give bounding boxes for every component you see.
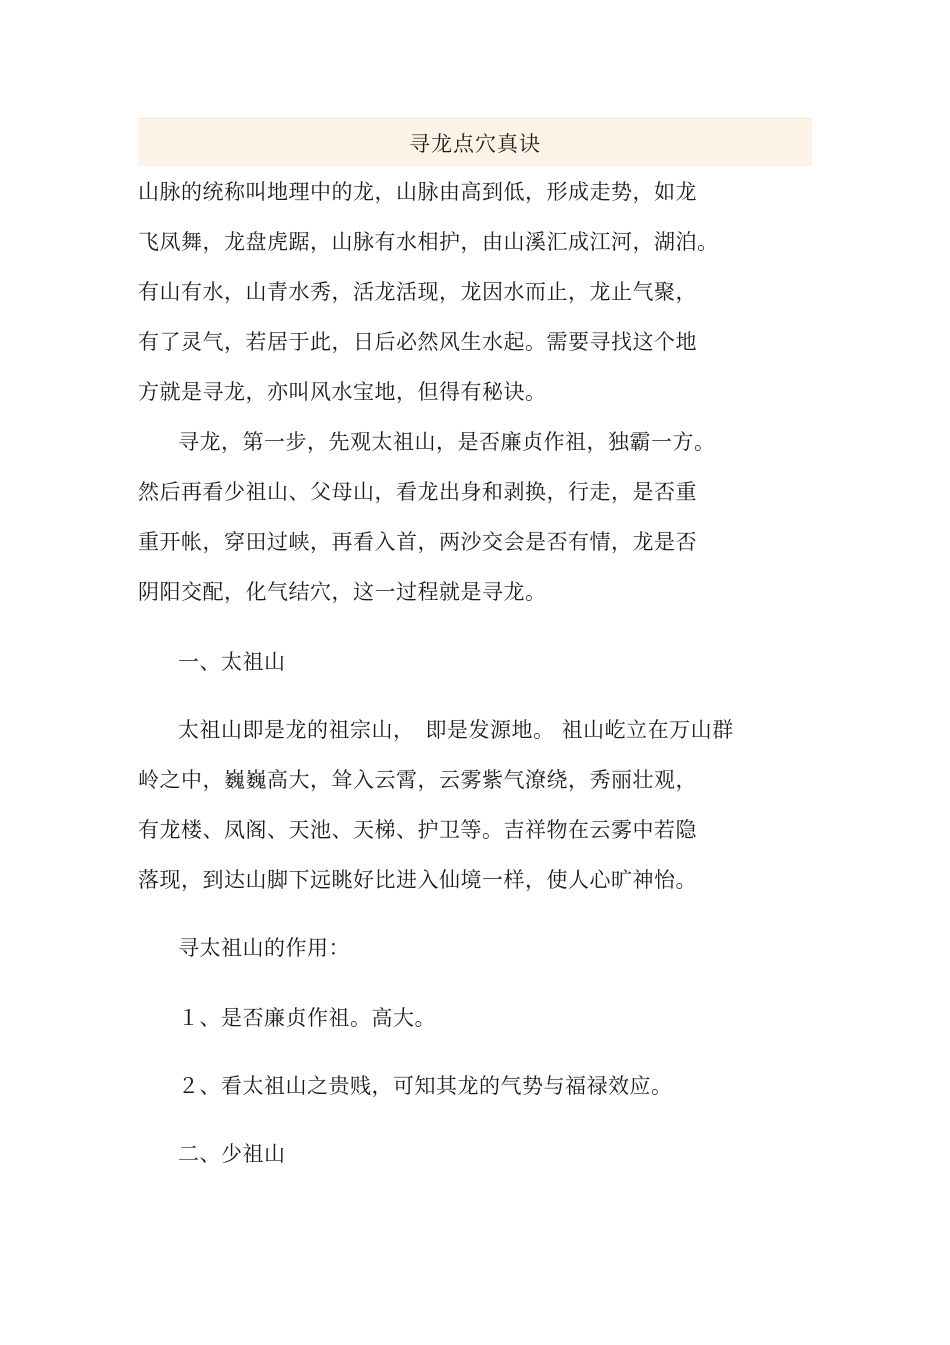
paragraph-3-line-1: 太祖山即是龙的祖宗山， 即是发源地。 祖山屹立在万山群 bbox=[178, 718, 734, 742]
document-title: 寻龙点穴真诀 bbox=[409, 131, 541, 156]
paragraph-2-line-3: 重开帐，穿田过峡，再看入首，两沙交会是否有情，龙是否 bbox=[138, 530, 697, 554]
title-bar bbox=[138, 118, 812, 166]
paragraph-1-line-3: 有山有水，山青水秀，活龙活现，龙因水而止，龙止气聚， bbox=[138, 280, 697, 304]
list-item-1: １、是否廉贞作祖。高大。 bbox=[178, 1006, 436, 1030]
list-item-2: ２、看太祖山之贵贱，可知其龙的气势与福禄效应。 bbox=[178, 1074, 673, 1098]
paragraph-1-line-2: 飞凤舞，龙盘虎踞，山脉有水相护，由山溪汇成江河，湖泊。 bbox=[138, 230, 719, 254]
paragraph-2-line-2: 然后再看少祖山、父母山，看龙出身和剥换，行走，是否重 bbox=[138, 480, 697, 504]
section-2-heading: 二、少祖山 bbox=[178, 1142, 286, 1166]
paragraph-1-line-1: 山脉的统称叫地理中的龙，山脉由高到低，形成走势，如龙 bbox=[138, 180, 697, 204]
paragraph-3-line-2: 岭之中，巍巍高大，耸入云霄，云雾紫气潦绕，秀丽壮观， bbox=[138, 768, 697, 792]
paragraph-2-line-1: 寻龙，第一步，先观太祖山，是否廉贞作祖，独霸一方。 bbox=[178, 430, 716, 454]
paragraph-2-line-4: 阴阳交配，化气结穴，这一过程就是寻龙。 bbox=[138, 580, 547, 604]
paragraph-1-line-5: 方就是寻龙，亦叫风水宝地，但得有秘诀。 bbox=[138, 380, 547, 404]
paragraph-3-line-4: 落现，到达山脚下远眺好比进入仙境一样，使人心旷神怡。 bbox=[138, 868, 697, 892]
section-1-heading: 一、太祖山 bbox=[178, 650, 286, 674]
paragraph-1-line-4: 有了灵气，若居于此，日后必然风生水起。需要寻找这个地 bbox=[138, 330, 697, 354]
purpose-heading: 寻太祖山的作用： bbox=[178, 936, 350, 960]
paragraph-3-line-3: 有龙楼、凤阁、天池、天梯、护卫等。吉祥物在云雾中若隐 bbox=[138, 818, 697, 842]
